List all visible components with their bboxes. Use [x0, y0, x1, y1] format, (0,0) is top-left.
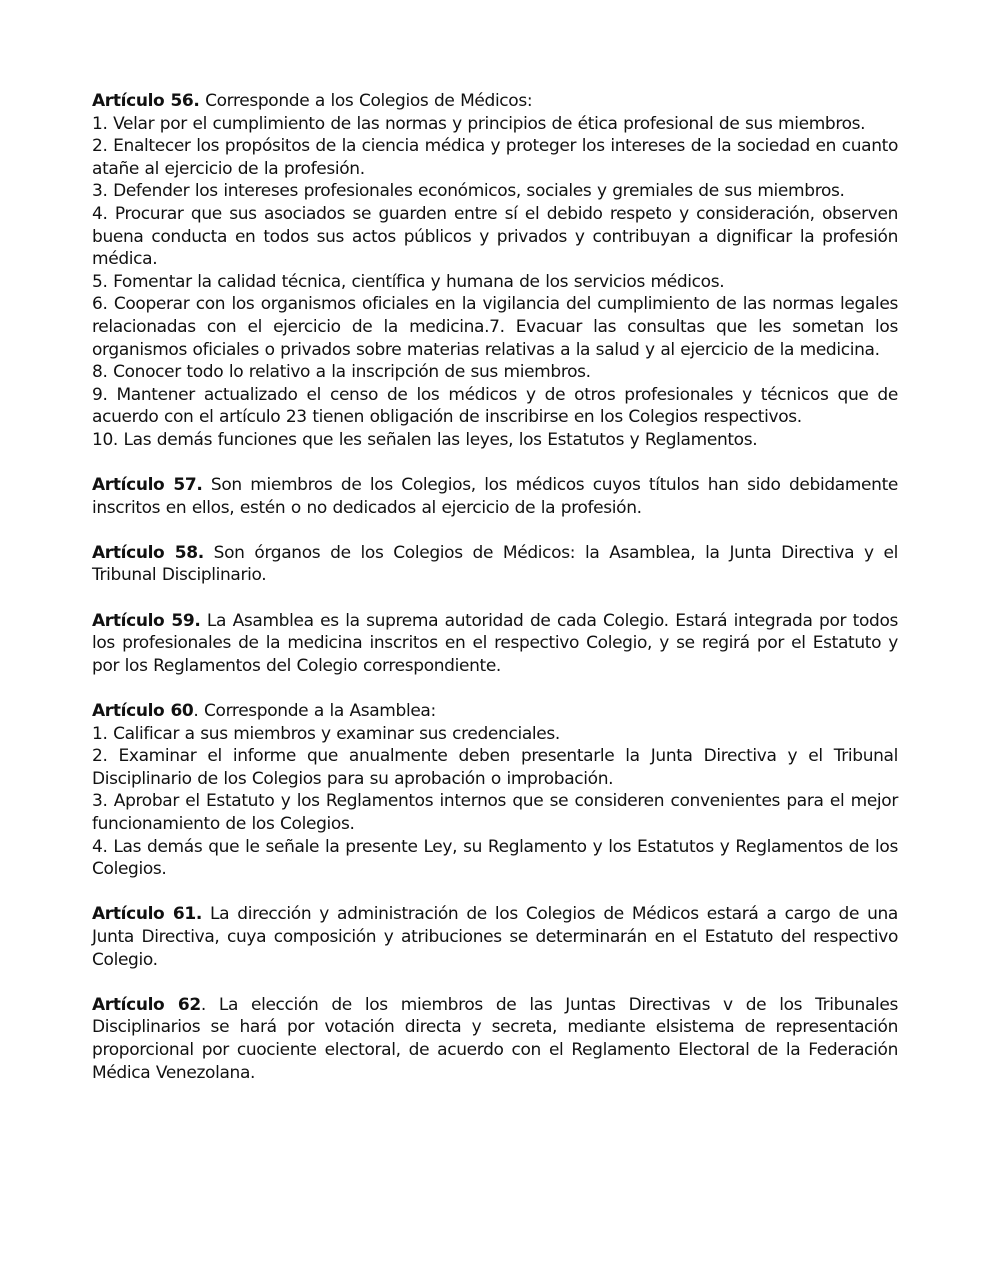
list-item: 5. Fomentar la calidad técnica, científica y humana de los servicios médicos. [92, 271, 725, 292]
article-paragraph [92, 542, 898, 587]
article-text: La dirección y administración de los Colegios de Médicos estará a cargo de una Junta Directiva, cuya composición y atribuciones se determinarán en el Estatuto del respectivo Colegio. [92, 904, 898, 970]
article-61 [92, 903, 898, 971]
list-item: 8. Conocer todo lo relativo a la inscripción de sus miembros. [92, 362, 591, 383]
article-heading: Artículo 62 [92, 994, 201, 1015]
list-item: 4. Procurar que sus asociados se guarden entre sí el debido respeto y consideración, observen buena conducta en todos sus actos públicos y privados y contribuyan a dignificar la profesión médica. [92, 203, 898, 270]
article-59 [92, 610, 898, 678]
article-text: Son miembros de los Colegios, los médicos cuyos títulos han sido debidamente inscritos en ellos, estén o no dedicados al ejercicio de la profesión. [92, 475, 898, 518]
article-text: . La elección de los miembros de las Juntas Directivas v de los Tribunales Disciplinarios se hará por votación directa y secreta, mediante elsistema de representación proporcional por cuociente electoral, de acuerdo con el Reglamento Electoral de la Federación Médica Venezolana. [92, 994, 899, 1083]
article-intro [92, 90, 898, 113]
article-intro [92, 700, 898, 723]
document-page [92, 90, 898, 1084]
list-item: 3. Aprobar el Estatuto y los Reglamentos internos que se consideren convenientes para el mejor funcionamiento de los Colegios. [92, 791, 898, 834]
article-paragraph [92, 994, 898, 1084]
article-text: Corresponde a los Colegios de Médicos: [199, 91, 533, 111]
article-58 [92, 542, 898, 587]
article-57 [92, 474, 898, 519]
list-item: 6. Cooperar con los organismos oficiales en la vigilancia del cumplimiento de las normas legales relacionadas con el ejercicio de la medicina.7. Evacuar las consultas que les sometan los organismos oficiales o privados sobre materias relativas a la salud y al ejercicio de la medicina. [92, 294, 898, 360]
article-heading: Artículo 61. [92, 904, 202, 925]
list-item: 4. Las demás que le señale la presente Ley, su Reglamento y los Estatutos y Reglamentos de los Colegios. [92, 836, 898, 880]
article-60 [92, 700, 898, 881]
list-item: 2. Examinar el informe que anualmente deben presentarle la Junta Directiva y el Tribunal Disciplinario de los Colegios para su aprobación o improbación. [92, 746, 898, 789]
list-item: 2. Enaltecer los propósitos de la ciencia médica y proteger los intereses de la sociedad en cuanto atañe al ejercicio de la profesión. [92, 136, 898, 179]
article-heading: Artículo 58. [92, 542, 204, 563]
article-text: Son órganos de los Colegios de Médicos: la Asamblea, la Junta Directiva y el Tribunal Disciplinario. [92, 542, 899, 586]
article-paragraph [92, 610, 898, 678]
article-paragraph [92, 474, 898, 519]
list-item: 1. Calificar a sus miembros y examinar sus credenciales. [92, 723, 560, 744]
article-62 [92, 994, 898, 1084]
list-item: 9. Mantener actualizado el censo de los médicos y de otros profesionales y técnicos que de acuerdo con el artículo 23 tienen obligación de inscribirse en los Colegios respectivos. [92, 384, 898, 428]
list-item: 1. Velar por el cumplimiento de las normas y principios de ética profesional de sus miembros. [92, 113, 866, 134]
list-item: 3. Defender los intereses profesionales económicos, sociales y gremiales de sus miembros. [92, 181, 845, 202]
article-heading: Artículo 60 [92, 701, 194, 722]
list-item: 10. Las demás funciones que les señalen las leyes, los Estatutos y Reglamentos. [92, 429, 758, 450]
article-heading: Artículo 56. [92, 91, 200, 111]
article-heading: Artículo 59. [92, 610, 201, 631]
article-56 [92, 90, 898, 452]
article-text: . Corresponde a la Asamblea: [193, 701, 436, 722]
article-heading: Artículo 57. [92, 475, 203, 496]
article-paragraph [92, 903, 898, 971]
article-text: La Asamblea es la suprema autoridad de cada Colegio. Estará integrada por todos los profesionales de la medicina inscritos en el respectivo Colegio, y se regirá por el Estatuto y por los Reglamentos del Colegio correspondiente. [92, 610, 898, 676]
